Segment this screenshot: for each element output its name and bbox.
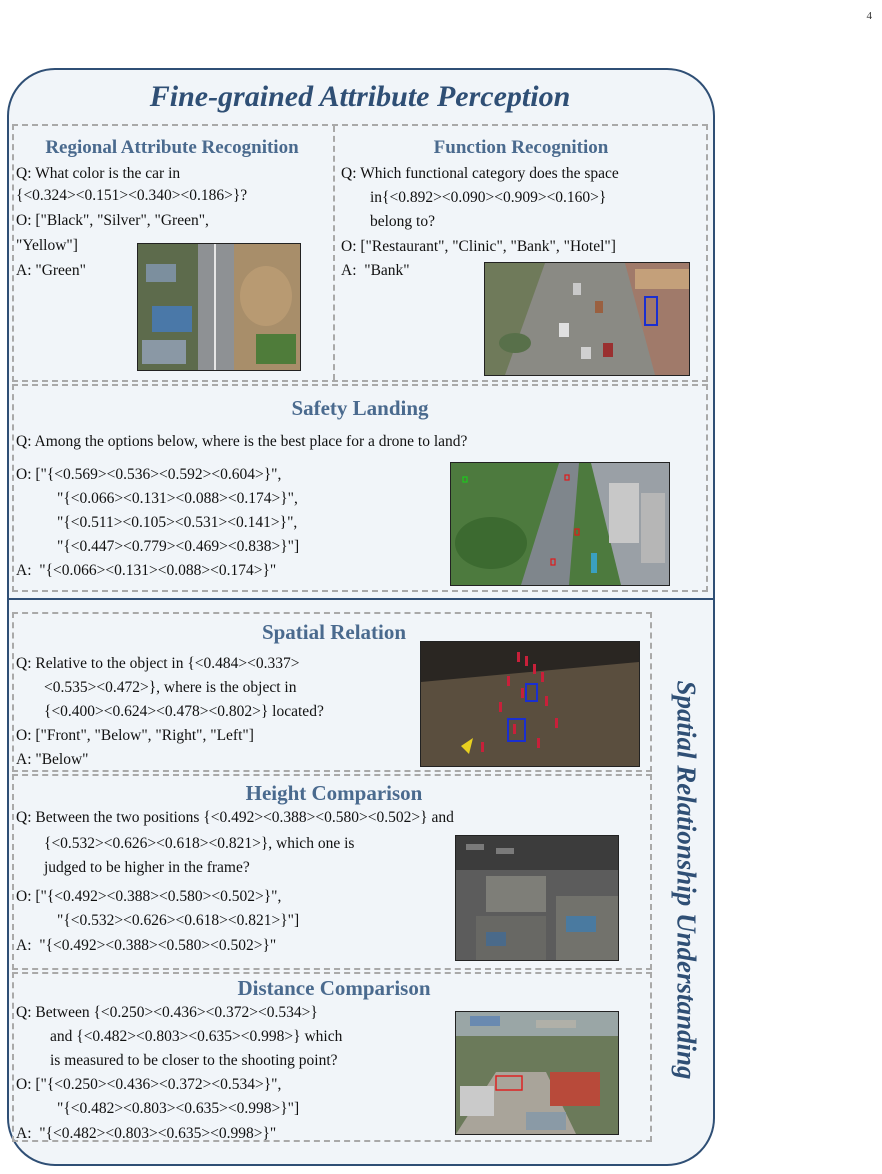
height-q3: judged to be higher in the frame? (44, 859, 250, 876)
spatial-title: Spatial Relation (261, 620, 407, 644)
safety-o1: O: ["{<0.569><0.536><0.592><0.604>}", (16, 466, 282, 483)
function-a: A: "Bank" (341, 262, 410, 279)
distance-o2: "{<0.482><0.803><0.635><0.998>}"] (57, 1100, 300, 1117)
distance-o1: O: ["{<0.250><0.436><0.372><0.534>}", (16, 1076, 282, 1093)
spatial-q2: <0.535><0.472>}, where is the object in (44, 679, 297, 696)
safety-o2: "{<0.066><0.131><0.088><0.174>}", (57, 490, 298, 507)
distance-q2: and {<0.482><0.803><0.635><0.998>} which (50, 1028, 343, 1045)
distance-photo (455, 1011, 619, 1135)
regional-o1: O: ["Black", "Silver", "Green", (16, 212, 209, 229)
top-row-divider (333, 126, 335, 380)
spatial-understanding-title: Spatial Relationship Understanding (671, 680, 702, 1080)
height-q2: {<0.532><0.626><0.618><0.821>}, which one is (44, 835, 355, 852)
height-o2: "{<0.532><0.626><0.618><0.821>}"] (57, 912, 300, 929)
function-o: O: ["Restaurant", "Clinic", "Bank", "Hotel"] (341, 238, 616, 255)
safety-a: A: "{<0.066><0.131><0.088><0.174>}" (16, 562, 277, 579)
regional-photo (137, 243, 301, 371)
regional-title: Regional Attribute Recognition (45, 137, 299, 158)
regional-a: A: "Green" (16, 262, 86, 279)
function-title: Function Recognition (433, 137, 609, 158)
distance-title: Distance Comparison (237, 976, 431, 1000)
distance-q1: Q: Between {<0.250><0.436><0.372><0.534>} (16, 1004, 318, 1021)
regional-q1: Q: What color is the car in (16, 165, 181, 182)
safety-q: Q: Among the options below, where is the best place for a drone to land? (16, 433, 468, 450)
height-q1: Q: Between the two positions {<0.492><0.388><0.580><0.502>} and (16, 809, 454, 826)
regional-q2: {<0.324><0.151><0.340><0.186>}? (16, 187, 248, 204)
spatial-q1: Q: Relative to the object in {<0.484><0.337> (16, 655, 300, 672)
height-a: A: "{<0.492><0.388><0.580><0.502>}" (16, 937, 277, 954)
distance-q3: is measured to be closer to the shooting point? (50, 1052, 338, 1069)
function-q2: in{<0.892><0.090><0.909><0.160>} (370, 189, 607, 206)
section-separator (7, 598, 715, 600)
function-q1: Q: Which functional category does the space (341, 165, 619, 182)
distance-a: A: "{<0.482><0.803><0.635><0.998>}" (16, 1125, 277, 1142)
height-title: Height Comparison (245, 781, 423, 805)
spatial-o: O: ["Front", "Below", "Right", "Left"] (16, 727, 254, 744)
height-photo (455, 835, 619, 961)
safety-o3: "{<0.511><0.105><0.531><0.141>}", (57, 514, 298, 531)
safety-title: Safety Landing (291, 396, 429, 420)
safety-o4: "{<0.447><0.779><0.469><0.838>}"] (57, 538, 300, 555)
spatial-a: A: "Below" (16, 751, 89, 768)
height-o1: O: ["{<0.492><0.388><0.580><0.502>}", (16, 888, 282, 905)
function-photo (484, 262, 690, 376)
safety-photo (450, 462, 670, 586)
spatial-photo (420, 641, 640, 767)
regional-o2: "Yellow"] (16, 237, 78, 254)
function-q3: belong to? (370, 213, 435, 230)
page-number: 4 (866, 10, 872, 22)
main-title: Fine-grained Attribute Perception (149, 80, 571, 113)
spatial-q3: {<0.400><0.624><0.478><0.802>} located? (44, 703, 324, 720)
